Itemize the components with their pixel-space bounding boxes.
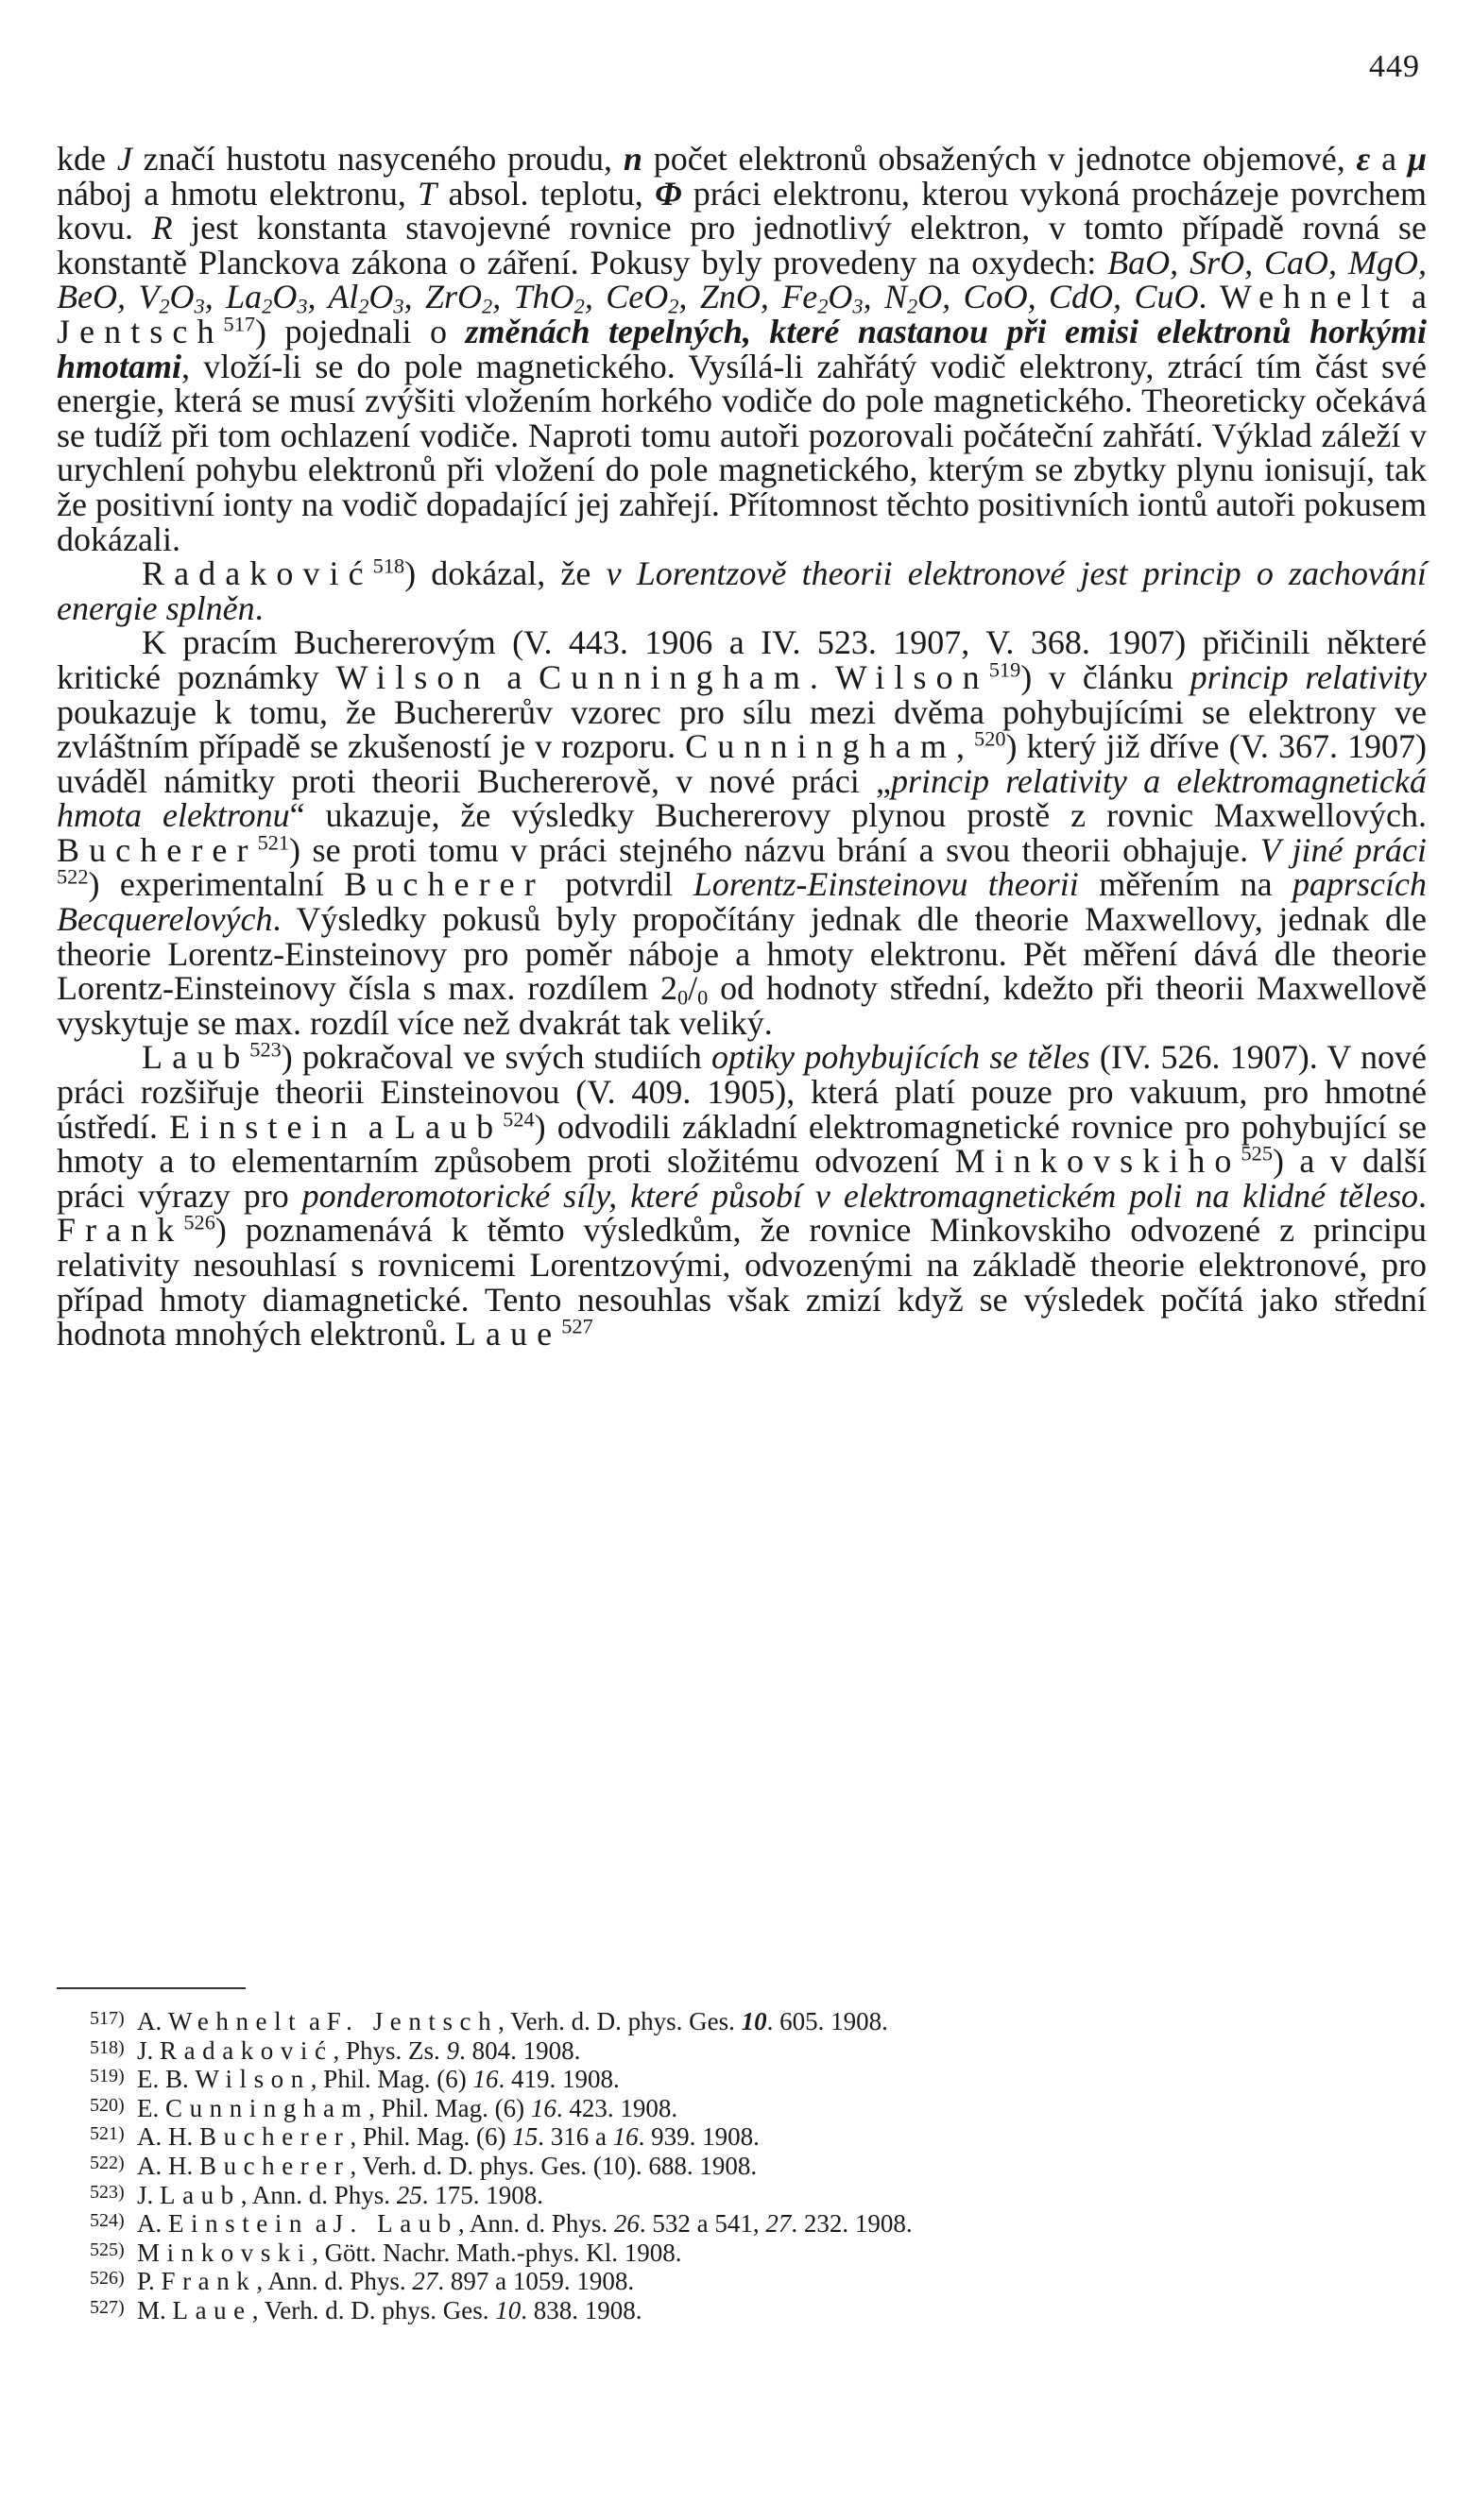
text-run: , Gött. Nachr. Math.-phys. Kl. 1908.: [312, 2238, 682, 2267]
text-run: 16: [472, 2065, 499, 2094]
text-run: , ZnO, Fe: [678, 278, 818, 316]
author-name: Einstein: [169, 1107, 357, 1146]
text-run: . Výsledky pokusů byly propočítány jednak dle theorie Maxwellovy, jednak dle theorie Lorentz-Einsteinovy pro poměr náboje a hmoty elektronu. Pět měření dává dle theorie Lorentz-Einsteinovy čísla s max. rozdílem 2: [57, 900, 1427, 1008]
footnote-number: 522): [90, 2152, 125, 2173]
text-run: 3: [297, 294, 308, 318]
footnote-number: 517): [90, 2008, 125, 2029]
text-run: 2: [668, 294, 679, 318]
author-name: J. Laub: [333, 2209, 458, 2239]
text-run: 2: [159, 294, 170, 318]
text-run: A. H.: [137, 2151, 199, 2180]
text-run: ε: [1356, 140, 1371, 178]
text-run: , Verh. d. D. phys. Ges. (10). 688. 1908.: [350, 2151, 758, 2180]
text-run: . 939. 1908.: [638, 2122, 760, 2152]
text-run: 3: [393, 294, 404, 318]
text-run: , ThO: [492, 278, 574, 316]
text-run: a: [1370, 140, 1408, 178]
text-run: A.: [137, 2209, 168, 2239]
footnote-separator: [57, 1987, 246, 1989]
author-name: Bucherer: [199, 2122, 351, 2152]
author-name: Cunningham: [165, 2093, 369, 2122]
text-run: . 175. 1908.: [421, 2180, 544, 2209]
text-run: V jiné práci: [1259, 830, 1427, 869]
text-run: P.: [137, 2267, 162, 2296]
footnote-number: 524): [90, 2210, 125, 2232]
text-run: Φ: [655, 174, 682, 213]
text-run: ) v článku: [1020, 657, 1190, 696]
text-run: J: [116, 140, 132, 178]
text-run: a: [1398, 278, 1427, 316]
footnote-text: [137, 2094, 677, 2122]
text-run: .: [254, 588, 264, 627]
footnote-ref: 517: [223, 312, 256, 336]
text-run: , vloží-li se do pole magnetického. Vysílá-li zahřátý vodič elektrony, ztrácí tím část své energie, která se musí zvýšiti vložením horkého vodiče do pole magnetického. Theoreticky očekává se tudíž při tom ochlazení vodiče. Naproti tomu autoři pozorovali počáteční zahřátí. Výklad záleží v urychlení pohybu elektronů při vložení do pole magnetického, kterým se zbytky plynu ionisují, tak že positivní ionty na vodič dopadající jej zahřejí. Přítomnost těchto positivních iontů autoři pokusem dokázali.: [57, 347, 1427, 558]
page-number: 449: [1369, 49, 1420, 84]
text-run: “ ukazuje, že výsledky Buchererovy plynou prostě z rovnic Maxwellových.: [289, 796, 1427, 835]
author-name: Frank: [57, 1211, 184, 1250]
text-run: ) a v další práci výrazy pro: [57, 1142, 1427, 1215]
text-run: (IV. 526. 1907). V nové práci rozšiřuje theorii Einsteinovou (V. 409. 1905), která platí pouze pro vakuum, pro hmotné ústředí.: [57, 1038, 1427, 1146]
text-run: , Ann. d. Phys.: [256, 2267, 413, 2296]
text-run: R: [151, 209, 173, 247]
text-run: ) pojednali o: [255, 312, 466, 350]
text-run: , CeO: [584, 278, 669, 316]
text-run: E.: [137, 2093, 165, 2122]
footnote-518: [90, 2035, 1431, 2065]
text-run: v Lorentzově theorii elektronové jest princip o zachování energie splněn: [57, 554, 1427, 627]
text-run: , Al: [307, 278, 359, 316]
footnote-517: [90, 2006, 1431, 2035]
author-name: Wehnelt: [1219, 278, 1399, 316]
author-name: Wehnelt: [168, 2007, 303, 2035]
footnote-number: 518): [90, 2036, 125, 2058]
footnote-526: [90, 2266, 1431, 2295]
author-name: Jentsch: [57, 312, 224, 350]
text-run: paprscích Becquerelových: [57, 865, 1428, 939]
text-run: K pracím Buchererovým (V. 443. 1906 a IV. 523. 1907, V. 368. 1907) přičinili některé kritické poznámky: [57, 623, 1427, 696]
text-run: počet elektronů obsažených v jednotce objemové,: [642, 140, 1357, 178]
text-run: . 897 a 1059. 1908.: [437, 2267, 635, 2296]
text-run: absol. teplotu,: [436, 174, 656, 213]
footnote-text: [137, 2036, 580, 2065]
text-run: , Phil. Mag. (6): [350, 2122, 513, 2152]
footnote-text: [137, 2152, 757, 2180]
author-name: Bucherer: [199, 2151, 351, 2180]
footnote-text: [137, 2065, 620, 2093]
author-name: Wilson: [195, 2065, 311, 2094]
footnote-number: 519): [90, 2066, 125, 2087]
text-run: , Verh. d. D. phys. Ges.: [251, 2295, 496, 2324]
text-run: . 804. 1908.: [459, 2035, 581, 2065]
author-name: Laub: [394, 1107, 504, 1146]
text-run: . 423. 1908.: [556, 2093, 678, 2122]
footnote-527: [90, 2295, 1431, 2324]
text-run: 0: [697, 985, 709, 1010]
text-run: , La: [204, 278, 263, 316]
footnote-text: [137, 2296, 642, 2324]
author-name: Laue: [454, 1315, 562, 1354]
footnote-ref: 518: [372, 553, 405, 578]
text-run: , ZrO: [403, 278, 483, 316]
author-name: Bucherer: [57, 830, 258, 869]
text-run: náboj a hmotu elektronu,: [57, 174, 419, 213]
text-run: /: [688, 969, 698, 1008]
text-run: . 232. 1908.: [791, 2209, 913, 2239]
text-run: ) dokázal, že: [404, 554, 607, 593]
text-run: . 532 a 541,: [639, 2209, 766, 2239]
footnote-520: [90, 2093, 1431, 2122]
author-name: Wilson: [834, 657, 989, 696]
author-name: Radaković: [142, 554, 373, 593]
text-run: .: [1198, 278, 1220, 316]
text-run: 15: [512, 2122, 539, 2152]
text-run: Lorentz-Einsteinovu theorii: [693, 865, 1079, 904]
text-run: 9: [446, 2035, 460, 2065]
text-run: M.: [137, 2295, 173, 2324]
footnote-524: [90, 2208, 1431, 2238]
text-run: a: [308, 2209, 334, 2239]
text-run: potvrdil: [544, 865, 693, 904]
footnote-522: [90, 2151, 1431, 2180]
text-run: 2: [573, 294, 585, 318]
footnote-text: [137, 2122, 760, 2151]
text-run: ) který již dříve (V. 367. 1907) uváděl námitky proti theorii Buchererově, v nové práci „: [57, 727, 1428, 800]
author-name: F. Jentsch: [326, 2007, 499, 2035]
text-run: E. B.: [137, 2065, 196, 2094]
text-run: od hodnoty střední, kdežto při theorii Maxwellově vyskytuje se max. rozdíl více než dvakrát tak veliký.: [57, 969, 1427, 1042]
footnote-519: [90, 2064, 1431, 2093]
text-run: 10: [495, 2295, 522, 2324]
text-run: 27: [765, 2209, 792, 2239]
paragraph-1: [57, 142, 1427, 556]
author-name: Bucherer: [344, 865, 545, 904]
text-run: , Verh. d. D. phys. Ges.: [498, 2007, 742, 2035]
text-run: 0: [676, 985, 689, 1010]
author-name: Minkovski: [137, 2238, 313, 2267]
text-run: ponderomotorické síly, které působí v elektromagnetickém poli na klidné těleso: [301, 1176, 1418, 1215]
author-name: Radaković: [160, 2035, 334, 2065]
text-run: 27: [412, 2267, 438, 2296]
footnote-text: [137, 2209, 913, 2238]
footnote-number: 521): [90, 2123, 125, 2145]
text-run: ) poznamenává k těmto výsledkům, že rovnice Minkovskiho odvozené z principu relativity nesouhlasí s rovnicemi Lorentzovými, odvozenými na základě theorie elektronové, pro případ hmoty diamagnetické. Tento nesouhlas však zmizí když se výsledek počítá jako střední hodnota mnohých elektronů.: [57, 1211, 1427, 1354]
footnotes: [90, 2006, 1431, 2324]
author-name: Wilson: [335, 657, 490, 696]
text-run: , Phys. Zs.: [333, 2035, 447, 2065]
footnote-ref: 527: [561, 1314, 593, 1338]
footnote-ref: 519: [988, 657, 1021, 682]
text-run: , Phil. Mag. (6): [368, 2093, 531, 2122]
body-text: [57, 142, 1427, 1352]
text-run: J.: [137, 2035, 161, 2065]
footnote-ref: 524: [503, 1107, 535, 1132]
text-run: O, CoO, CdO, CuO: [917, 278, 1199, 316]
text-run: , N: [863, 278, 908, 316]
footnote-ref: 526: [183, 1211, 215, 1235]
text-run: . 419. 1908.: [498, 2065, 620, 2094]
text-run: , Phil. Mag. (6): [310, 2065, 473, 2094]
footnote-text: [137, 2007, 888, 2035]
text-run: 16: [530, 2093, 556, 2122]
text-run: měřením na: [1078, 865, 1293, 904]
text-run: 3: [194, 294, 205, 318]
text-run: změnách tepelných, které nastanou při emisi elektronů horkými hmotami: [57, 312, 1427, 385]
text-run: 10: [741, 2007, 767, 2035]
footnote-525: [90, 2238, 1431, 2267]
footnote-number: 523): [90, 2181, 125, 2203]
author-name: ,: [955, 727, 975, 766]
text-run: a: [356, 1107, 395, 1146]
footnote-ref: 522: [57, 865, 89, 890]
text-run: . 838. 1908.: [521, 2295, 642, 2324]
text-run: ) experimentalní: [88, 865, 345, 904]
text-run: 25: [396, 2180, 422, 2209]
author-name: Laub: [160, 2180, 241, 2209]
text-run: a: [489, 657, 539, 696]
footnote-number: 525): [90, 2239, 125, 2260]
footnote-521: [90, 2121, 1431, 2151]
text-run: O: [169, 278, 195, 316]
text-run: 2: [907, 294, 918, 318]
author-name: Einstein: [168, 2209, 309, 2239]
text-run: , Ann. d. Phys.: [457, 2209, 614, 2239]
text-run: , Ann. d. Phys.: [240, 2180, 397, 2209]
footnote-text: [137, 2239, 682, 2267]
author-name: Frank: [161, 2267, 257, 2296]
text-run: O: [368, 278, 394, 316]
text-run: 16: [612, 2122, 639, 2152]
text-run: J.: [137, 2180, 161, 2209]
text-run: ) se proti tomu v práci stejného názvu brání a svou theorii obhajuje.: [289, 830, 1260, 869]
footnote-ref: 525: [1241, 1141, 1273, 1166]
footnote-text: [137, 2267, 634, 2295]
text-run: 2: [482, 294, 493, 318]
text-run: kde: [57, 140, 117, 178]
text-run: poukazuje k tomu, že Buchererův vzorec pro sílu mezi dvěma pohybujícími se elektrony ve zvláštním případě se zkušeností je v rozporu.: [57, 692, 1427, 766]
paragraph-3: [57, 625, 1427, 1040]
author-name: Minkovskiho: [954, 1142, 1241, 1181]
text-run: a: [302, 2007, 327, 2035]
text-run: BaO, SrO, CaO, MgO, BeO, V: [57, 243, 1427, 316]
text-run: 2: [358, 294, 369, 318]
text-run: O: [272, 278, 298, 316]
author-name: Laub: [142, 1038, 250, 1077]
text-run: T: [418, 174, 437, 213]
paragraph-4: [57, 1038, 1427, 1354]
text-run: 3: [852, 294, 864, 318]
text-run: značí hustotu nasyceného proudu,: [131, 140, 624, 178]
text-run: 2: [817, 294, 829, 318]
footnote-ref: 520: [974, 726, 1006, 751]
author-name: Cunningham: [685, 727, 956, 766]
text-run: princip relativity a elektromagnetická hmota elektronu: [57, 761, 1427, 835]
author-name: Cunningham: [539, 657, 810, 696]
text-run: n: [623, 140, 642, 178]
footnote-number: 527): [90, 2296, 125, 2318]
footnote-ref: 521: [257, 830, 290, 855]
text-run: μ: [1407, 140, 1428, 178]
text-run: A.: [137, 2007, 168, 2035]
text-run: ) odvodili základní elektromagnetické rovnice pro pohybující se hmoty a to elementarním způsobem proti složitému odvození: [57, 1107, 1427, 1181]
text-run: ) pokračoval ve svých studiích: [281, 1038, 711, 1077]
footnote-number: 520): [90, 2094, 125, 2116]
text-run: A. H.: [137, 2122, 199, 2152]
author-name: Laue: [172, 2295, 252, 2324]
paragraph-2: [57, 553, 1427, 627]
text-run: .: [809, 657, 835, 696]
footnote-523: [90, 2180, 1431, 2209]
footnote-number: 526): [90, 2268, 125, 2290]
text-run: práci elektronu, kterou vykoná procházeje povrchem kovu.: [57, 174, 1427, 247]
text-run: 26: [613, 2209, 640, 2239]
footnote-text: [137, 2181, 543, 2209]
text-run: . 605. 1908.: [766, 2007, 888, 2035]
text-run: 2: [262, 294, 273, 318]
text-run: .: [1417, 1176, 1427, 1215]
text-run: . 316 a: [538, 2122, 613, 2152]
text-run: optiky pohybujících se těles: [710, 1038, 1090, 1077]
footnote-ref: 523: [249, 1038, 282, 1063]
text-run: jest konstanta stavojevné rovnice pro jednotlivý elektron, v tomto případě rovná se konstantě Planckova zákona o záření. Pokusy byly provedeny na oxydech:: [57, 209, 1427, 281]
text-run: princip relativity: [1190, 657, 1427, 696]
text-run: O: [828, 278, 853, 316]
